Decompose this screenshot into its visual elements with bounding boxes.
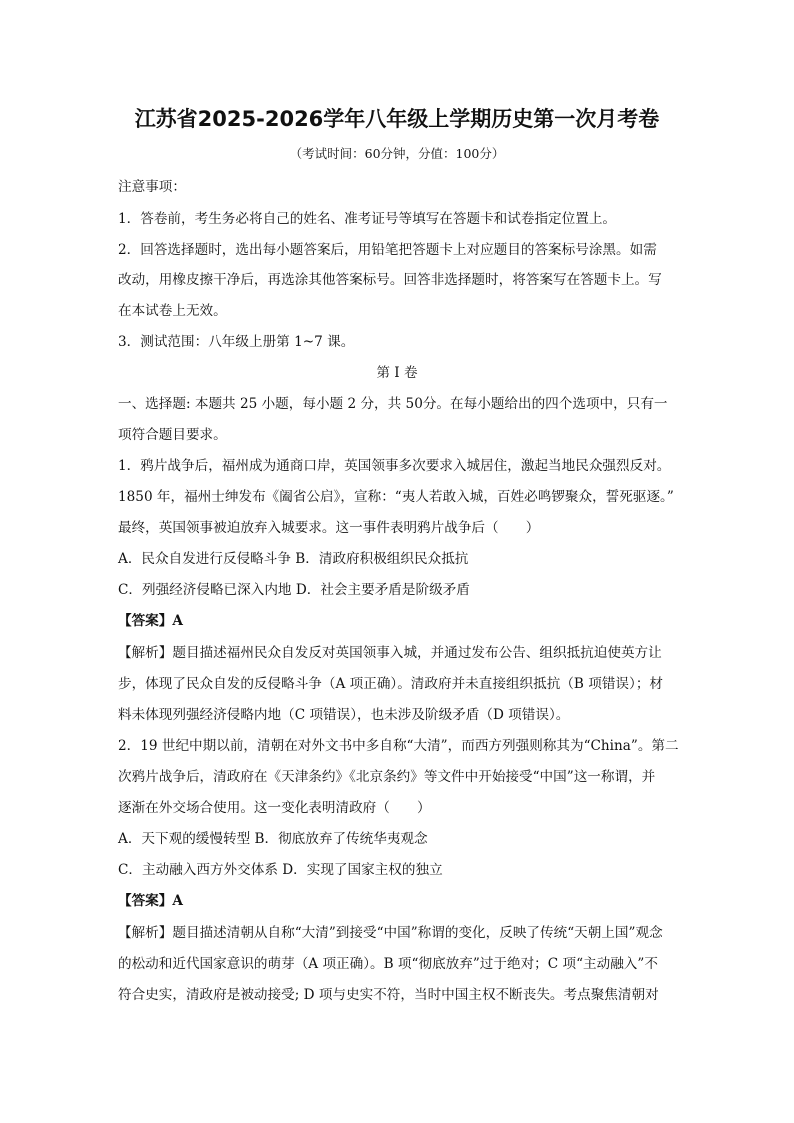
q1-stem: 1．鸦片战争后，福州成为通商口岸，英国领事多次要求入城居住，激起当地民众强烈反对。 [118,458,671,474]
q2-option: C．主动融入西方外交体系 D．实现了国家主权的独立 [118,862,443,878]
q1-answer: 【答案】A [118,613,183,629]
q1-analysis: 步，体现了民众自发的反侵略斗争（A 项正确）。清政府并未直接组织抵抗（B 项错误）；材 [118,676,664,692]
notice-heading: 注意事项： [118,179,186,195]
notice-line: 2．回答选择题时，选出每小题答案后，用铅笔把答题卡上对应题目的答案标号涂黑。如需 [118,242,657,258]
part-intro: 一、选择题: 本题共 25 小题，每小题 2 分，共 50分。在每小题给出的四个选项中，只有一 [118,396,668,412]
notice-line: 1．答卷前，考生务必将自己的姓名、准考证号等填写在答题卡和试卷指定位置上。 [118,211,617,227]
q2-option: A．天下观的缓慢转型 B．彻底放弃了传统华夷观念 [118,831,428,847]
notice-line: 改动，用橡皮擦干净后，再选涂其他答案标号。回答非选择题时，将答案写在答题卡上。写 [118,272,662,288]
page-title: 江苏省2025-2026学年八年级上学期历史第一次月考卷 [134,107,660,131]
section-title: 第 I 卷 [376,365,418,381]
notice-line: 3．测试范围：八年级上册第 1~7 课。 [118,334,355,350]
q1-stem: 最终，英国领事被迫放弃入城要求。这一事件表明鸦片战争后（ ） [118,520,540,536]
q2-analysis: 符合史实，清政府是被动接受; D 项与史实不符，当时中国主权不断丧失。考点聚焦清朝对 [118,987,659,1003]
q2-stem: 逐渐在外交场合使用。这一变化表明清政府（ ） [118,800,431,816]
part-intro: 项符合题目要求。 [118,427,227,443]
notice-line: 在本试卷上无效。 [118,303,227,319]
q1-option: A．民众自发进行反侵略斗争 B．清政府积极组织民众抵抗 [118,551,469,567]
q1-stem: 1850 年，福州士绅发布《阖省公启》，宣称：“夷人若敢入城，百姓必鸣锣聚众，誓死驱逐。” [118,489,674,505]
q2-stem: 次鸦片战争后，清政府在《天津条约》《北京条约》等文件中开始接受“中国”这一称谓，并 [118,769,656,785]
q1-option: C．列强经济侵略已深入内地 D．社会主要矛盾是阶级矛盾 [118,582,470,598]
q2-stem: 2．19 世纪中期以前，清朝在对外文书中多自称“大清”，而西方列强则称其为“China”。第二 [118,738,679,754]
q1-analysis: 料未体现列强经济侵略内地（C 项错误），也未涉及阶级矛盾（D 项错误）。 [118,707,570,723]
q2-analysis: 【解析】题目描述清朝从自称“大清”到接受“中国”称谓的变化，反映了传统“天朝上国”观念 [118,925,663,941]
exam-info: （考试时间：60分钟，分值：100分） [289,146,505,161]
q2-answer: 【答案】A [118,893,183,909]
q1-analysis: 【解析】题目描述福州民众自发反对英国领事入城，并通过发布公告、组织抵抗迫使英方让 [118,645,662,661]
q2-analysis: 的松动和近代国家意识的萌芽（A 项正确）。B 项“彻底放弃”过于绝对；C 项“主动融入”不 [118,956,658,972]
